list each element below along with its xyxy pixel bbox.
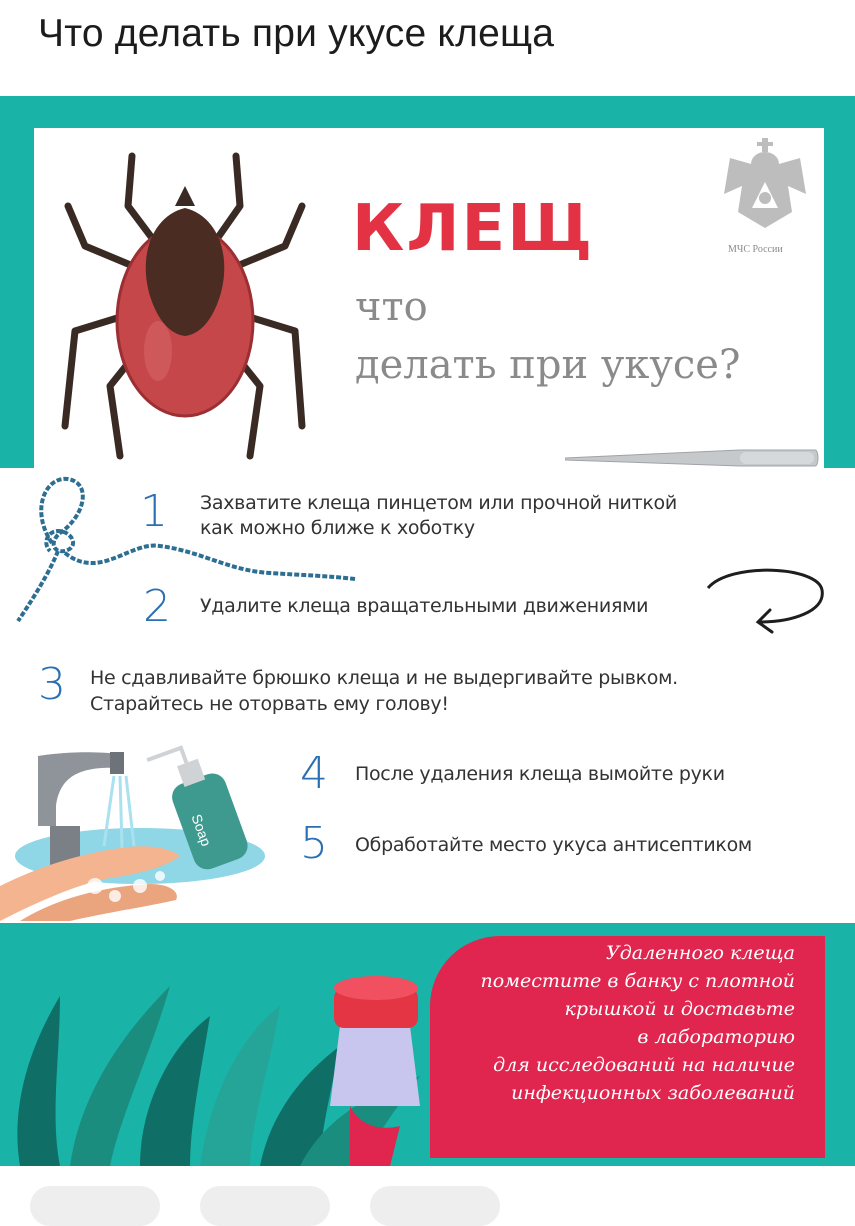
step-5-line1: Обработайте место укуса антисептиком: [355, 834, 752, 856]
tweezers-icon: [565, 446, 820, 476]
step-1-number: 1: [140, 486, 168, 537]
step-3-line2: Старайтесь не оторвать ему голову!: [90, 693, 449, 715]
step-1-line2: как можно ближе к хоботку: [200, 517, 475, 539]
hand-washing-illustration: [0, 736, 290, 921]
lab-note-line-6: инфекционных заболеваний: [511, 1082, 795, 1104]
step-3-line1: Не сдавливайте брюшко клеща и не выдергивайте рывком.: [90, 667, 678, 689]
lab-note-line-2: поместите в банку с плотной: [480, 970, 795, 992]
lab-note-box: [430, 936, 825, 1158]
poster-subtitle-line1: что: [355, 284, 428, 330]
step-1-line1: Захватите клеща пинцетом или прочной ниткой: [200, 492, 677, 514]
step-4-number: 4: [300, 748, 328, 799]
plants-illustration: [0, 926, 460, 1166]
lab-note-line-3: крышкой и доставьте: [564, 998, 795, 1020]
step-4-line1: После удаления клеща вымойте руки: [355, 763, 725, 785]
tick-illustration: [40, 136, 330, 476]
soap-label: Soap: [188, 811, 215, 849]
emchs-emblem-icon: [720, 138, 810, 234]
lab-note-line-1: Удаленного клеща: [605, 942, 795, 964]
step-3-number: 3: [38, 659, 66, 710]
lab-note-line-4: в лабораторию: [637, 1026, 795, 1048]
poster-subtitle-line2: делать при укусе?: [355, 342, 741, 388]
page-title: Что делать при укусе клеща: [38, 12, 555, 55]
reaction-chip[interactable]: [370, 1186, 500, 1226]
rotation-arrow-icon: [700, 566, 830, 636]
tick-infographic-poster: [0, 96, 855, 1166]
step-2-line1: Удалите клеща вращательными движениями: [200, 595, 649, 617]
poster-heading: КЛЕЩ: [352, 192, 595, 266]
reaction-chip[interactable]: [30, 1186, 160, 1226]
step-5-number: 5: [300, 818, 328, 869]
lab-note-line-5: для исследований на наличие: [493, 1054, 795, 1076]
step-2-number: 2: [143, 581, 171, 632]
emblem-caption: МЧС России: [728, 244, 783, 255]
reaction-chip[interactable]: [200, 1186, 330, 1226]
